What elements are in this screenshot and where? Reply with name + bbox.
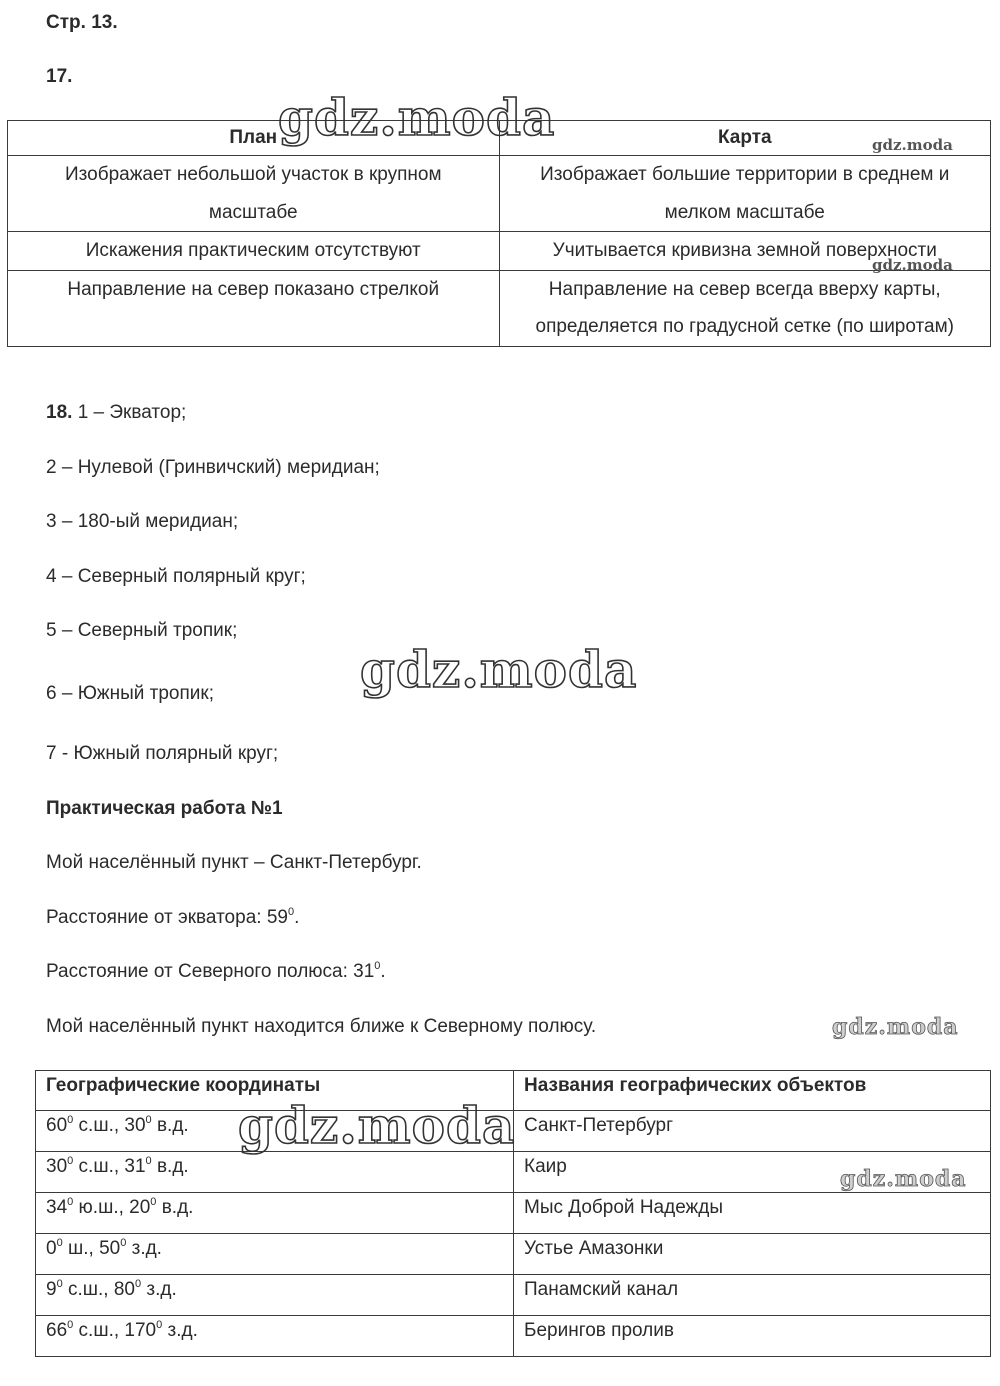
table-row (36, 1275, 991, 1316)
coordinate-cell (36, 1152, 514, 1193)
longitude-suffix: в.д. (151, 1115, 189, 1136)
degree-sup: 0 (56, 1236, 63, 1249)
equator-text: Расстояние от экватора: 59 (46, 907, 288, 928)
closer-line: Мой населённый пункт находится ближе к Северному полюсу. (46, 1016, 597, 1037)
watermark: gdz.moda (832, 1014, 959, 1040)
table-cell: Направление на север всегда вверху карты, определяется по градусной сетке (по широтам) (499, 270, 991, 346)
latitude: 30 (46, 1156, 68, 1177)
watermark: gdz.moda (360, 640, 638, 699)
degree-sup: 0 (120, 1236, 127, 1249)
table-cell: Искажения практическим отсутствуют (8, 232, 500, 271)
header-object-names: Названия географических объектов (514, 1071, 991, 1111)
plan-map-table (7, 120, 991, 347)
degree-sup: 0 (145, 1113, 152, 1126)
degree-sup: 0 (56, 1277, 63, 1290)
longitude-suffix: з.д. (141, 1279, 177, 1300)
longitude-suffix: з.д. (162, 1320, 198, 1341)
city-line: Мой населённый пункт – Санкт-Петербург. (46, 852, 422, 873)
task-17-label: 17. (46, 66, 73, 87)
watermark: gdz.moda (840, 1166, 967, 1192)
longitude: 170 (124, 1320, 157, 1341)
list-item: 2 – Нулевой (Гринвичский) меридиан; (46, 457, 380, 478)
watermark: gdz.moda (872, 136, 953, 154)
degree-sup: 0 (67, 1195, 74, 1208)
pole-distance (46, 961, 386, 983)
table-header-row (8, 121, 991, 156)
latitude: 34 (46, 1197, 68, 1218)
list-item: 4 – Северный полярный круг; (46, 566, 306, 587)
table-cell: Изображает большие территории в среднем и мелком масштабе (499, 156, 991, 232)
task-18-label: 18. (46, 402, 73, 423)
page-reference: Стр. 13. (46, 12, 118, 33)
degree-sup: 0 (374, 959, 381, 972)
table-header-row (36, 1071, 991, 1111)
latitude: 0 (46, 1238, 57, 1259)
watermark: gdz.moda (872, 256, 953, 274)
longitude: 80 (113, 1279, 135, 1300)
coordinates-body (36, 1111, 991, 1357)
coordinate-cell (36, 1234, 514, 1275)
degree-sup: 0 (67, 1113, 74, 1126)
longitude: 50 (99, 1238, 121, 1259)
longitude-suffix: з.д. (126, 1238, 162, 1259)
coordinate-cell (36, 1275, 514, 1316)
longitude: 20 (129, 1197, 151, 1218)
list-item: 7 - Южный полярный круг; (46, 743, 279, 764)
latitude: 9 (46, 1279, 57, 1300)
table-cell: Изображает небольшой участок в крупном масштабе (8, 156, 500, 232)
practical-title: Практическая работа №1 (46, 798, 283, 819)
table-row (8, 270, 991, 346)
object-name-cell: Мыс Доброй Надежды (514, 1193, 991, 1234)
degree-sup: 0 (134, 1277, 142, 1290)
object-name-cell: Санкт-Петербург (514, 1111, 991, 1152)
watermark: gdz.moda (238, 1096, 516, 1155)
table-row (8, 232, 991, 271)
table-row (36, 1316, 991, 1357)
object-name-cell: Устье Амазонки (514, 1234, 991, 1275)
longitude-suffix: в.д. (156, 1197, 194, 1218)
period: . (294, 907, 300, 928)
latitude-suffix: ю.ш., (73, 1197, 130, 1218)
latitude-suffix: с.ш., (73, 1156, 125, 1177)
header-map: Карта (499, 121, 991, 156)
list-item: 5 – Северный тропик; (46, 620, 238, 641)
task-18-item-1 (46, 402, 186, 424)
table-cell: Направление на север показано стрелкой (8, 270, 500, 346)
table-row (8, 156, 991, 232)
coordinates-table (35, 1070, 991, 1357)
latitude: 60 (46, 1115, 68, 1136)
header-coordinates: Географические координаты (36, 1071, 514, 1111)
coordinate-cell (36, 1111, 514, 1152)
degree-sup: 0 (156, 1318, 163, 1331)
list-item: 1 – Экватор; (77, 402, 187, 423)
degree-sup: 0 (145, 1154, 152, 1167)
longitude: 31 (124, 1156, 146, 1177)
table-cell: Учитывается кривизна земной поверхности (499, 232, 991, 271)
degree-sup: 0 (150, 1195, 157, 1208)
degree-sup: 0 (67, 1154, 74, 1167)
table-row (36, 1193, 991, 1234)
table-row (36, 1234, 991, 1275)
degree-sup: 0 (67, 1318, 74, 1331)
latitude-suffix: с.ш., (73, 1115, 125, 1136)
period: . (380, 961, 386, 982)
header-plan: План (8, 121, 500, 156)
latitude-suffix: с.ш., (62, 1279, 114, 1300)
latitude-suffix: ш., (62, 1238, 100, 1259)
table-row (36, 1111, 991, 1152)
object-name-cell: Панамский канал (514, 1275, 991, 1316)
table-row (36, 1152, 991, 1193)
object-name-cell: Каир (514, 1152, 991, 1193)
longitude: 30 (124, 1115, 146, 1136)
list-item: 6 – Южный тропик; (46, 683, 214, 704)
pole-text: Расстояние от Северного полюса: 31 (46, 961, 375, 982)
list-item: 3 – 180-ый меридиан; (46, 511, 239, 532)
coordinate-cell (36, 1316, 514, 1357)
object-name-cell: Берингов пролив (514, 1316, 991, 1357)
degree-sup: 0 (287, 905, 295, 918)
coordinate-cell (36, 1193, 514, 1234)
latitude: 66 (46, 1320, 68, 1341)
latitude-suffix: с.ш., (73, 1320, 125, 1341)
longitude-suffix: в.д. (151, 1156, 189, 1177)
equator-distance (46, 907, 299, 929)
watermark: gdz.moda (278, 88, 556, 147)
